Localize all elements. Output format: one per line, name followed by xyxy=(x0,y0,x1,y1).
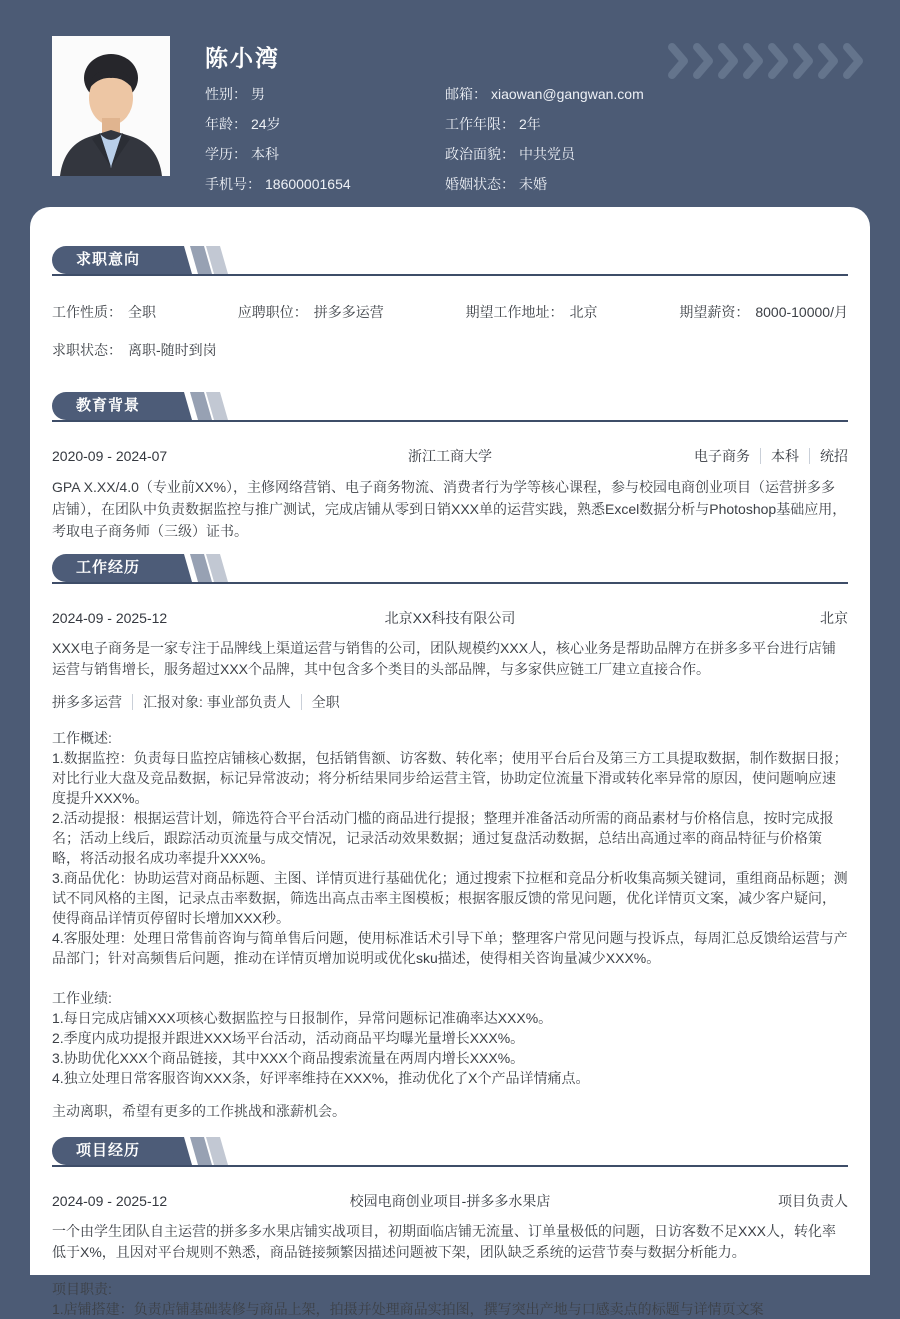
field-value: 全职 xyxy=(128,304,156,320)
field-label: 应聘职位： xyxy=(237,304,308,320)
info-value: 本科 xyxy=(251,146,279,162)
work-duty-item: 4.客服处理：处理日常售前咨询与简单售后问题，使用标准话术引导下单；整理客户常见问题与投诉点，每周汇总反馈给运营与产品部门；针对高频售后问题，推动在详情页增加说明或优化sku描述，使得相关咨询量减少XXX%。 xyxy=(52,930,848,966)
info-label: 政治面貌： xyxy=(445,146,515,162)
chevron-icon xyxy=(841,42,866,80)
work-date: 2024-09 - 2025-12 xyxy=(52,610,168,626)
field-label: 期望薪资： xyxy=(679,304,750,320)
chevron-icon xyxy=(716,42,741,80)
project-name: 校园电商创业项目-拼多多水果店 xyxy=(349,1193,551,1209)
info-item-age xyxy=(205,114,445,134)
chevron-icon xyxy=(791,42,816,80)
contact-info-grid xyxy=(205,84,644,194)
section-header-education xyxy=(52,392,848,422)
section-title: 项目经历 xyxy=(76,1142,141,1159)
field-label: 期望工作地址： xyxy=(465,304,564,320)
id-photo-illustration xyxy=(52,36,170,176)
info-label: 婚姻状态： xyxy=(445,176,515,192)
info-label: 年龄： xyxy=(205,116,247,132)
info-item-marital-status xyxy=(445,174,644,194)
info-item-email xyxy=(445,84,644,104)
work-company: 北京XX科技有限公司 xyxy=(384,610,516,626)
section-header-project xyxy=(52,1137,848,1167)
intent-field-location xyxy=(466,302,598,322)
project-role: 项目负责人 xyxy=(778,1193,848,1209)
education-description: GPA X.XX/4.0（专业前XX%），主修网络营销、电子商务物流、消费者行为学等核心课程，参与校园电商创业项目（运营拼多多店铺），在团队中负责数据监控与推广测试，完成店铺从零到日销XXX单的运营实践，熟悉Excel数据分析与Photoshop基础应用，考取电子商务师（三级）证书。 xyxy=(52,479,847,539)
profile-photo xyxy=(52,36,170,176)
info-label: 性别： xyxy=(205,86,247,102)
education-entry xyxy=(52,446,848,466)
field-value: 离职-随时到岗 xyxy=(128,342,217,358)
project-date: 2024-09 - 2025-12 xyxy=(52,1193,168,1209)
work-position: 拼多多运营 xyxy=(52,694,122,710)
resume-card xyxy=(30,207,870,1317)
project-intro: 一个由学生团队自主运营的拼多多水果店铺实战项目，初期面临店铺无流量、订单量极低的问题，日访客数不足XXX人，转化率低于X%，且因对平台规则不熟悉，商品链接频繁因描述问题被下架，团队缺乏系统的运营节奏与数据分析能力。 xyxy=(52,1223,837,1260)
education-major: 电子商务 xyxy=(694,448,750,464)
info-label: 工作年限： xyxy=(445,116,515,132)
section-title: 求职意向 xyxy=(76,251,141,268)
intent-field-position xyxy=(238,302,384,322)
info-item-experience-years xyxy=(445,114,644,134)
company-intro: XXX电子商务是一家专注于品牌线上渠道运营与销售的公司，团队规模约XXX人，核心业务是帮助品牌方在拼多多平台进行店铺运营与销售增长，服务超过XXX个品牌，其中包含多个类目的头部品牌，与多家供应链工厂建立直接合作。 xyxy=(52,640,837,677)
info-value: 中共党员 xyxy=(519,146,575,162)
field-value: 拼多多运营 xyxy=(313,304,384,320)
work-results-title: 工作业绩: xyxy=(52,990,112,1006)
chevron-icon xyxy=(816,42,841,80)
work-result-item: 1.每日完成店铺XXX项核心数据监控与日报制作，异常问题标记准确率达XXX%。 xyxy=(52,1010,553,1026)
position-row xyxy=(52,692,848,712)
work-result-item: 4.独立处理日常客服咨询XXX条，好评率维持在XXX%，推动优化了X个产品详情痛点。 xyxy=(52,1070,590,1086)
section-header-intent xyxy=(52,246,848,276)
intent-field-job-type xyxy=(52,302,156,322)
work-duty-item: 2.活动提报：根据运营计划，筛选符合平台活动门槛的商品进行提报；整理并准备活动所需的商品素材与价格信息，按时完成报名；活动上线后，跟踪活动页流量与成交情况，记录活动效果数据；通过复盘活动数据，总结出高通过率的商品特征与价格策略，将活动报名成功率提升XXX%。 xyxy=(52,810,834,866)
chevron-decoration xyxy=(666,42,866,80)
info-value: 2年 xyxy=(519,116,541,132)
info-value: xiaowan@gangwan.com xyxy=(491,86,644,102)
info-label: 学历： xyxy=(205,146,247,162)
work-entry xyxy=(52,608,848,628)
info-label: 手机号： xyxy=(205,176,261,192)
work-duty-item: 3.商品优化：协助运营对商品标题、主图、详情页进行基础优化；通过搜索下拉框和竞品分析收集高频关键词，重组商品标题；测试不同风格的主图，记录点击率数据，筛选出高点击率主图模板；根据客服反馈的常见问题，优化详情页文案，减少客户疑问，使得商品详情页停留时长增加XXX秒。 xyxy=(52,870,848,926)
section-title: 工作经历 xyxy=(76,559,141,576)
field-value: 北京 xyxy=(569,304,598,320)
field-label: 求职状态： xyxy=(52,342,122,358)
leave-reason: 主动离职，希望有更多的工作挑战和涨薪机会。 xyxy=(52,1103,346,1119)
intent-field-status xyxy=(52,340,217,360)
info-item-phone xyxy=(205,174,445,194)
field-value: 8000-10000/月 xyxy=(755,304,848,320)
section-title: 教育背景 xyxy=(76,397,141,414)
chevron-icon xyxy=(666,42,691,80)
chevron-icon xyxy=(741,42,766,80)
info-item-degree xyxy=(205,144,445,164)
chevron-icon xyxy=(691,42,716,80)
work-result-item: 3.协助优化XXX个商品链接，其中XXX个商品搜索流量在两周内增长XXX%。 xyxy=(52,1050,525,1066)
work-location: 北京 xyxy=(820,610,848,626)
work-job-type: 全职 xyxy=(301,694,340,710)
chevron-icon xyxy=(766,42,791,80)
intent-fields-row xyxy=(52,340,848,360)
work-duty-item: 1.数据监控：负责每日监控店铺核心数据，包括销售额、访客数、转化率；使用平台后台及第三方工具提取数据，制作数据日报；对比行业大盘及竞品数据，标记异常波动；将分析结果同步给运营主管，协助定位流量下滑或转化率异常的原因，使问题响应速度提升XXX%。 xyxy=(52,750,848,806)
info-value: 未婚 xyxy=(519,176,547,192)
work-result-item: 2.季度内成功提报并跟进XXX场平台活动，活动商品平均曝光量增长XXX%。 xyxy=(52,1030,525,1046)
intent-fields-row xyxy=(52,302,848,322)
info-item-political-status xyxy=(445,144,644,164)
project-entry xyxy=(52,1191,848,1211)
info-item-gender xyxy=(205,84,445,104)
education-tags xyxy=(638,446,848,466)
candidate-name: 陈小湾 xyxy=(205,45,280,71)
project-duty-item: 1.店铺搭建：负责店铺基础装修与商品上架，拍摄并处理商品实拍图，撰写突出产地与口感卖点的标题与详情页文案 xyxy=(52,1301,764,1317)
info-value: 男 xyxy=(251,86,265,102)
work-report-to: 汇报对象: 事业部负责人 xyxy=(132,694,291,710)
education-date: 2020-09 - 2024-07 xyxy=(52,448,168,464)
project-duties-block xyxy=(52,1279,848,1319)
work-overview-block xyxy=(52,728,848,968)
intent-field-salary xyxy=(679,302,848,322)
education-degree: 本科 xyxy=(760,448,799,464)
work-results-block xyxy=(52,988,848,1088)
education-school: 浙江工商大学 xyxy=(408,448,492,464)
project-duties-title: 项目职责: xyxy=(52,1281,112,1297)
section-header-work xyxy=(52,554,848,584)
info-value: 24岁 xyxy=(251,116,281,132)
work-overview-title: 工作概述: xyxy=(52,730,112,746)
info-value: 18600001654 xyxy=(265,176,351,192)
info-label: 邮箱： xyxy=(445,86,487,102)
field-label: 工作性质： xyxy=(52,304,122,320)
resume-header xyxy=(0,0,900,207)
education-admission-type: 统招 xyxy=(809,448,848,464)
